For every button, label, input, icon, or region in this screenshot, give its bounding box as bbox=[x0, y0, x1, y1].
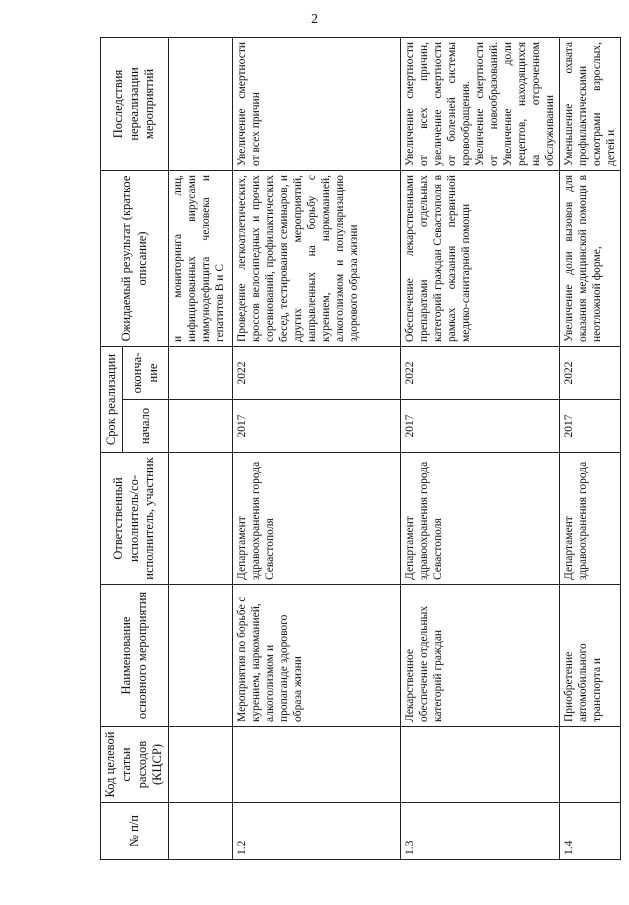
cell-num: 1.4 bbox=[560, 803, 621, 860]
page-number: 2 bbox=[311, 12, 318, 27]
table-row bbox=[233, 37, 401, 859]
measures-table bbox=[100, 37, 621, 860]
cell-responsible bbox=[169, 453, 233, 585]
cell-name: Приобретение автомобильного транспорта и bbox=[560, 585, 621, 727]
cell-end bbox=[169, 346, 233, 399]
header-consequences: Последствия нереализации мероприятий bbox=[101, 37, 169, 170]
cell-name bbox=[169, 585, 233, 727]
cell-responsible: Департамент здравоохранения города bbox=[560, 453, 621, 585]
cell-start: 2017 bbox=[401, 400, 560, 453]
cell-name: Мероприятия по борьбе с курением, наркоманией, алкоголизмом и пропаганде здорового образа жизни bbox=[233, 585, 401, 727]
cell-num: 1.2 bbox=[233, 803, 401, 860]
table-row bbox=[401, 37, 560, 859]
rotated-table-container bbox=[100, 38, 618, 860]
header-period: Срок реализации bbox=[101, 346, 123, 452]
table-row bbox=[560, 37, 621, 859]
cell-code bbox=[401, 727, 560, 803]
table-row bbox=[169, 37, 233, 859]
cell-expected: Проведение легкоатлетических, кроссов велосипедных и прочих соревнований, профилактических бесед, тестирования семинаров, и других мероприятий, направленных на борьбу с курением, наркоманией, алкоголизмом и популяризацию здорового образа жизни bbox=[233, 170, 401, 346]
cell-start: 2017 bbox=[560, 400, 621, 453]
cell-name: Лекарственное обеспечение отдельных категорий граждан bbox=[401, 585, 560, 727]
cell-start: 2017 bbox=[233, 400, 401, 453]
cell-consequences: Увеличение смертности от всех причин, увеличение смертности от болезней системы кровообращения. Увеличение смертности от новообразований. Увеличение доли рецептов, находящихся на отсроченном обслуживании bbox=[401, 37, 560, 170]
cell-expected: и мониторинга лиц, инфицированных вирусами иммунодефицита человека и гепатитов В и С bbox=[169, 170, 233, 346]
cell-responsible: Департамент здравоохранения города Севастополя bbox=[233, 453, 401, 585]
cell-consequences bbox=[169, 37, 233, 170]
cell-end: 2022 bbox=[560, 346, 621, 399]
cell-expected: Обеспечение лекарственными препаратами отдельных категорий граждан Севастополя в рамках оказания первичной медико-санитарной помощи bbox=[401, 170, 560, 346]
cell-num bbox=[169, 803, 233, 860]
header-name: Наименование основного мероприятия bbox=[101, 585, 169, 727]
cell-end: 2022 bbox=[401, 346, 560, 399]
cell-expected: Увеличение доли вызовов для оказания медицинской помощи в неотложной форме, bbox=[560, 170, 621, 346]
cell-responsible: Департамент здравоохранения города Севастополя bbox=[401, 453, 560, 585]
header-responsible: Ответственный исполнитель/со-исполнитель, участник bbox=[101, 453, 169, 585]
cell-num: 1.3 bbox=[401, 803, 560, 860]
header-expected: Ожидаемый результат (краткое описание) bbox=[101, 170, 169, 346]
header-code: Код целевой статьи расходов (КЦСР) bbox=[101, 727, 169, 803]
cell-end: 2022 bbox=[233, 346, 401, 399]
cell-consequences: Увеличение смертности от всех причин bbox=[233, 37, 401, 170]
cell-code bbox=[169, 727, 233, 803]
header-num: № п/п bbox=[101, 803, 169, 860]
cell-code bbox=[233, 727, 401, 803]
cell-consequences: Уменьшение охвата профилактическими осмотрами взрослых, детей и bbox=[560, 37, 621, 170]
cell-code bbox=[560, 727, 621, 803]
header-start: начало bbox=[123, 400, 169, 453]
cell-start bbox=[169, 400, 233, 453]
header-end: оконча-ние bbox=[123, 346, 169, 399]
